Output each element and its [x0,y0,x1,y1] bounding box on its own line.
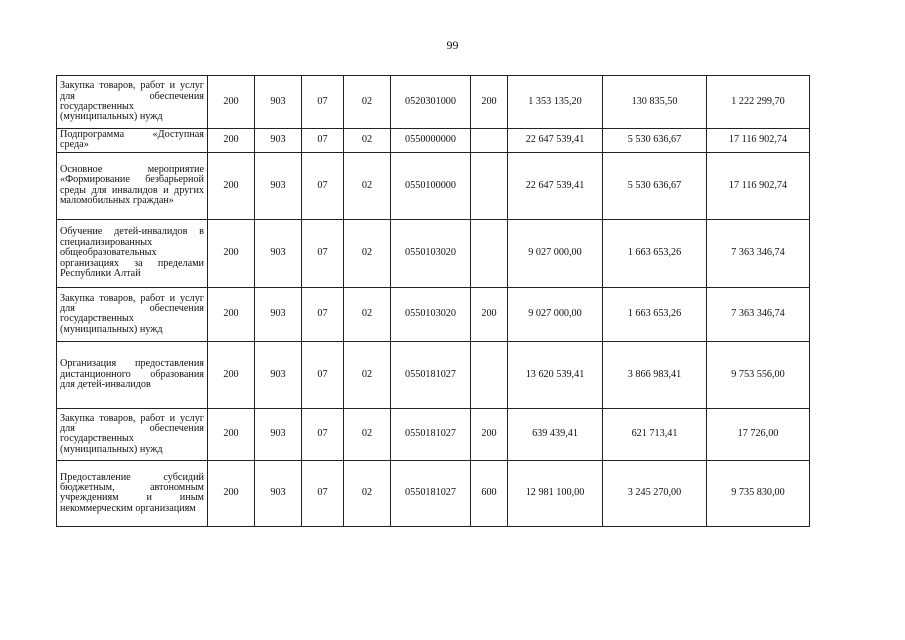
target-code-cell: 0550181027 [391,460,471,526]
table-row [57,460,810,526]
subsection-code-cell: 02 [344,219,391,287]
federal-amount-cell: 1 663 653,26 [603,287,707,341]
expense-type-cell: 600 [471,460,508,526]
budget-table [56,75,810,527]
subsection-code-cell: 02 [344,152,391,219]
row-name-cell: Закупка товаров, работ и услуг для обеспечения государственных (муниципальных) нужд [57,287,208,341]
target-code-cell: 0550100000 [391,152,471,219]
total-amount-cell: 639 439,41 [508,408,603,460]
section-code-cell: 07 [302,408,344,460]
table-row [57,341,810,408]
admin-code-cell: 200 [208,408,255,460]
target-code-cell: 0550181027 [391,408,471,460]
admin-code-cell: 200 [208,129,255,153]
federal-amount-cell: 5 530 636,67 [603,129,707,153]
federal-amount-cell: 621 713,41 [603,408,707,460]
subsection-code-cell: 02 [344,287,391,341]
section-code-cell: 07 [302,129,344,153]
total-amount-cell: 22 647 539,41 [508,152,603,219]
subsection-code-cell: 02 [344,129,391,153]
section-code-cell: 07 [302,152,344,219]
ministry-code-cell: 903 [255,76,302,129]
section-code-cell: 07 [302,287,344,341]
subsection-code-cell: 02 [344,76,391,129]
target-code-cell: 0520301000 [391,76,471,129]
admin-code-cell: 200 [208,76,255,129]
section-code-cell: 07 [302,219,344,287]
table-row [57,219,810,287]
regional-amount-cell: 17 116 902,74 [707,152,810,219]
expense-type-cell: 200 [471,408,508,460]
ministry-code-cell: 903 [255,341,302,408]
subsection-code-cell: 02 [344,341,391,408]
admin-code-cell: 200 [208,341,255,408]
regional-amount-cell: 17 726,00 [707,408,810,460]
expense-type-cell [471,129,508,153]
row-name-cell: Подпрограмма «Доступная среда» [57,129,208,153]
expense-type-cell [471,341,508,408]
subsection-code-cell: 02 [344,408,391,460]
federal-amount-cell: 130 835,50 [603,76,707,129]
regional-amount-cell: 9 735 830,00 [707,460,810,526]
ministry-code-cell: 903 [255,219,302,287]
table-row [57,152,810,219]
section-code-cell: 07 [302,341,344,408]
section-code-cell: 07 [302,460,344,526]
target-code-cell: 0550103020 [391,219,471,287]
row-name-cell: Основное мероприятие «Формирование безбарьерной среды для инвалидов и других маломобильных граждан» [57,152,208,219]
row-name-cell: Закупка товаров, работ и услуг для обеспечения государственных (муниципальных) нужд [57,408,208,460]
page-number: 99 [446,38,459,52]
federal-amount-cell: 5 530 636,67 [603,152,707,219]
ministry-code-cell: 903 [255,287,302,341]
regional-amount-cell: 9 753 556,00 [707,341,810,408]
table-row [57,129,810,153]
total-amount-cell: 13 620 539,41 [508,341,603,408]
regional-amount-cell: 17 116 902,74 [707,129,810,153]
ministry-code-cell: 903 [255,460,302,526]
target-code-cell: 0550103020 [391,287,471,341]
admin-code-cell: 200 [208,219,255,287]
table-row [57,76,810,129]
ministry-code-cell: 903 [255,408,302,460]
table-body [57,76,810,527]
admin-code-cell: 200 [208,287,255,341]
admin-code-cell: 200 [208,460,255,526]
table-row [57,408,810,460]
regional-amount-cell: 1 222 299,70 [707,76,810,129]
ministry-code-cell: 903 [255,129,302,153]
total-amount-cell: 9 027 000,00 [508,219,603,287]
admin-code-cell: 200 [208,152,255,219]
expense-type-cell: 200 [471,76,508,129]
target-code-cell: 0550181027 [391,341,471,408]
regional-amount-cell: 7 363 346,74 [707,287,810,341]
total-amount-cell: 9 027 000,00 [508,287,603,341]
regional-amount-cell: 7 363 346,74 [707,219,810,287]
total-amount-cell: 1 353 135,20 [508,76,603,129]
federal-amount-cell: 1 663 653,26 [603,219,707,287]
expense-type-cell: 200 [471,287,508,341]
row-name-cell: Закупка товаров, работ и услуг для обеспечения государственных (муниципальных) нужд [57,76,208,129]
row-name-cell: Предоставление субсидий бюджетным, автономным учреждениям и иным некоммерческим организациям [57,460,208,526]
table-row [57,287,810,341]
ministry-code-cell: 903 [255,152,302,219]
section-code-cell: 07 [302,76,344,129]
federal-amount-cell: 3 245 270,00 [603,460,707,526]
total-amount-cell: 12 981 100,00 [508,460,603,526]
target-code-cell: 0550000000 [391,129,471,153]
expense-type-cell [471,219,508,287]
expense-type-cell [471,152,508,219]
total-amount-cell: 22 647 539,41 [508,129,603,153]
subsection-code-cell: 02 [344,460,391,526]
row-name-cell: Обучение детей-инвалидов в специализированных общеобразовательных организациях за пределами Республики Алтай [57,219,208,287]
federal-amount-cell: 3 866 983,41 [603,341,707,408]
row-name-cell: Организация предоставления дистанционного образования для детей-инвалидов [57,341,208,408]
